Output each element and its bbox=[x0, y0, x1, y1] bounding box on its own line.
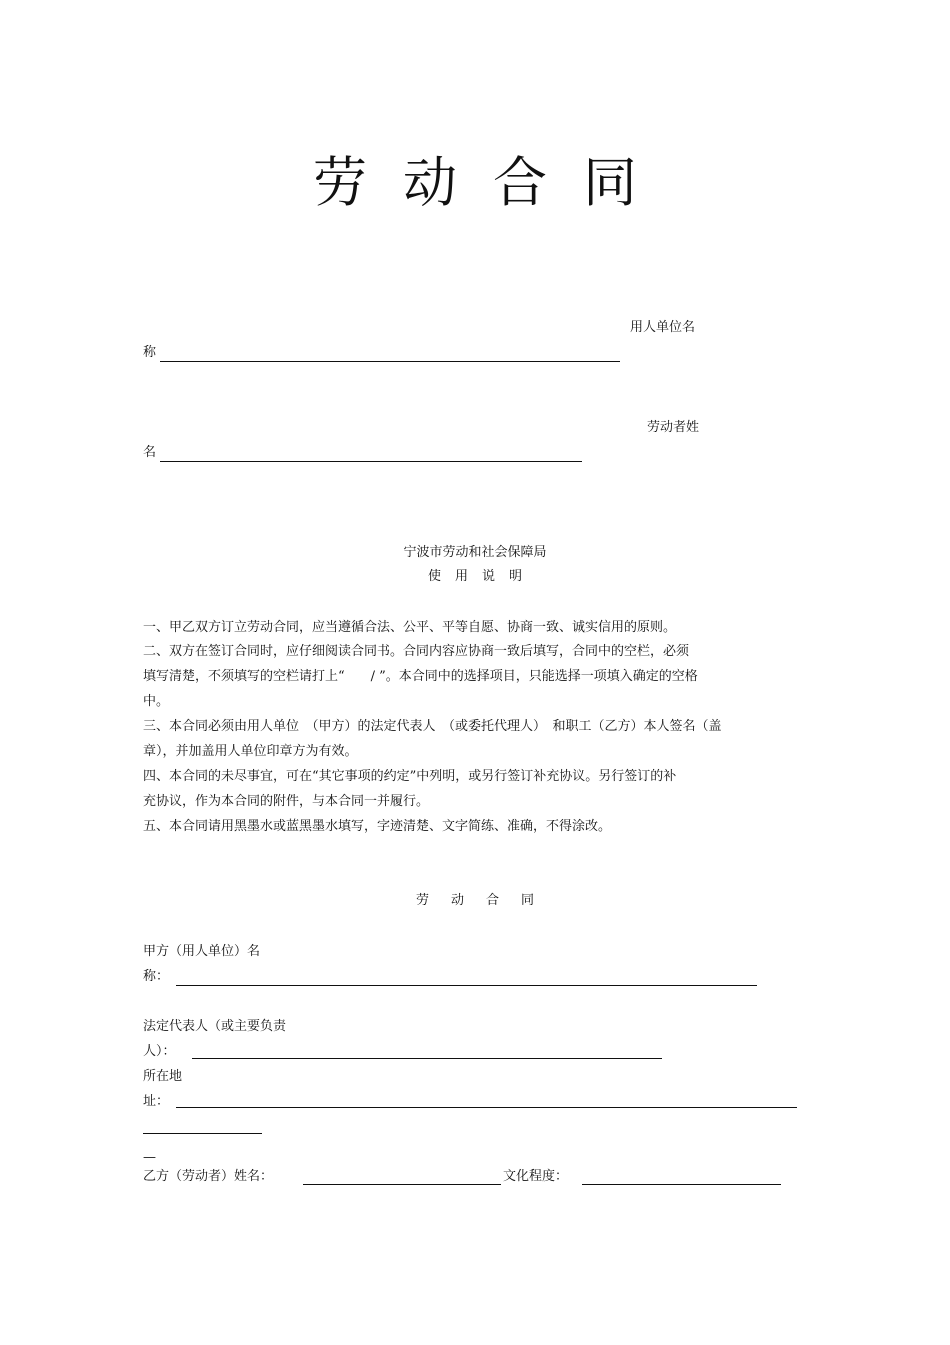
instruction-line: 四、本合同的未尽事宜，可在“其它事项的约定”中列明，或另行签订补充协议。另行签订的补 bbox=[143, 769, 677, 784]
party-b-name-field[interactable] bbox=[303, 1184, 501, 1185]
issuer-name: 宁波市劳动和社会保障局 bbox=[403, 545, 547, 560]
party-b-name-label: 乙方（劳动者）姓名： bbox=[143, 1169, 274, 1184]
contract-heading: 劳动合同 bbox=[415, 893, 556, 908]
address-label-line1: 所在地 bbox=[143, 1069, 183, 1084]
party-a-label-line2: 称： bbox=[143, 969, 170, 984]
instruction-line: 填写清楚，不须填写的空栏请打上“ / ”。本合同中的选择项目，只能选择一项填入确定的空格 bbox=[143, 669, 698, 684]
instruction-line: 章），并加盖用人单位印章方为有效。 bbox=[143, 744, 358, 759]
instruction-line: 中。 bbox=[143, 694, 170, 709]
worker-name-label-line2: 名 bbox=[143, 445, 157, 460]
address-label-line2: 址： bbox=[143, 1094, 170, 1109]
legal-rep-label-line1: 法定代表人（或主要负责 bbox=[143, 1019, 287, 1034]
education-label: 文化程度： bbox=[503, 1169, 569, 1184]
instruction-line: 三、本合同必须由用人单位 （甲方）的法定代表人 （或委托代理人） 和职工（乙方）本人签名（盖 bbox=[143, 719, 722, 734]
instruction-line: 五、本合同请用黑墨水或蓝黑墨水填写，字迹清楚、文字简练、准确，不得涂改。 bbox=[143, 819, 612, 834]
instruction-line: 充协议，作为本合同的附件，与本合同一并履行。 bbox=[143, 794, 430, 809]
instructions-title: 使用说明 bbox=[427, 569, 536, 584]
instruction-line: 一、甲乙双方订立劳动合同，应当遵循合法、公平、平等自愿、协商一致、诚实信用的原则。 bbox=[143, 620, 677, 635]
employer-name-field[interactable] bbox=[160, 361, 620, 362]
party-a-label-line1: 甲方（用人单位）名 bbox=[143, 944, 261, 959]
address-field[interactable] bbox=[176, 1107, 797, 1108]
party-a-name-field[interactable] bbox=[176, 985, 757, 986]
dash-mark: — bbox=[143, 1150, 156, 1165]
legal-rep-field[interactable] bbox=[192, 1058, 662, 1059]
document-title: 劳动合同 bbox=[313, 151, 673, 214]
employer-name-label-line1: 用人单位名 bbox=[630, 320, 696, 335]
worker-name-label-line1: 劳动者姓 bbox=[647, 420, 700, 435]
instruction-line: 二、双方在签订合同时，应仔细阅读合同书。合同内容应协商一致后填写，合同中的空栏，必须 bbox=[143, 644, 690, 659]
education-field[interactable] bbox=[582, 1184, 781, 1185]
worker-name-field[interactable] bbox=[160, 461, 582, 462]
legal-rep-label-line2: 人）： bbox=[143, 1044, 176, 1059]
employer-name-label-line2: 称 bbox=[143, 345, 157, 360]
address-field-continued[interactable] bbox=[143, 1133, 262, 1134]
